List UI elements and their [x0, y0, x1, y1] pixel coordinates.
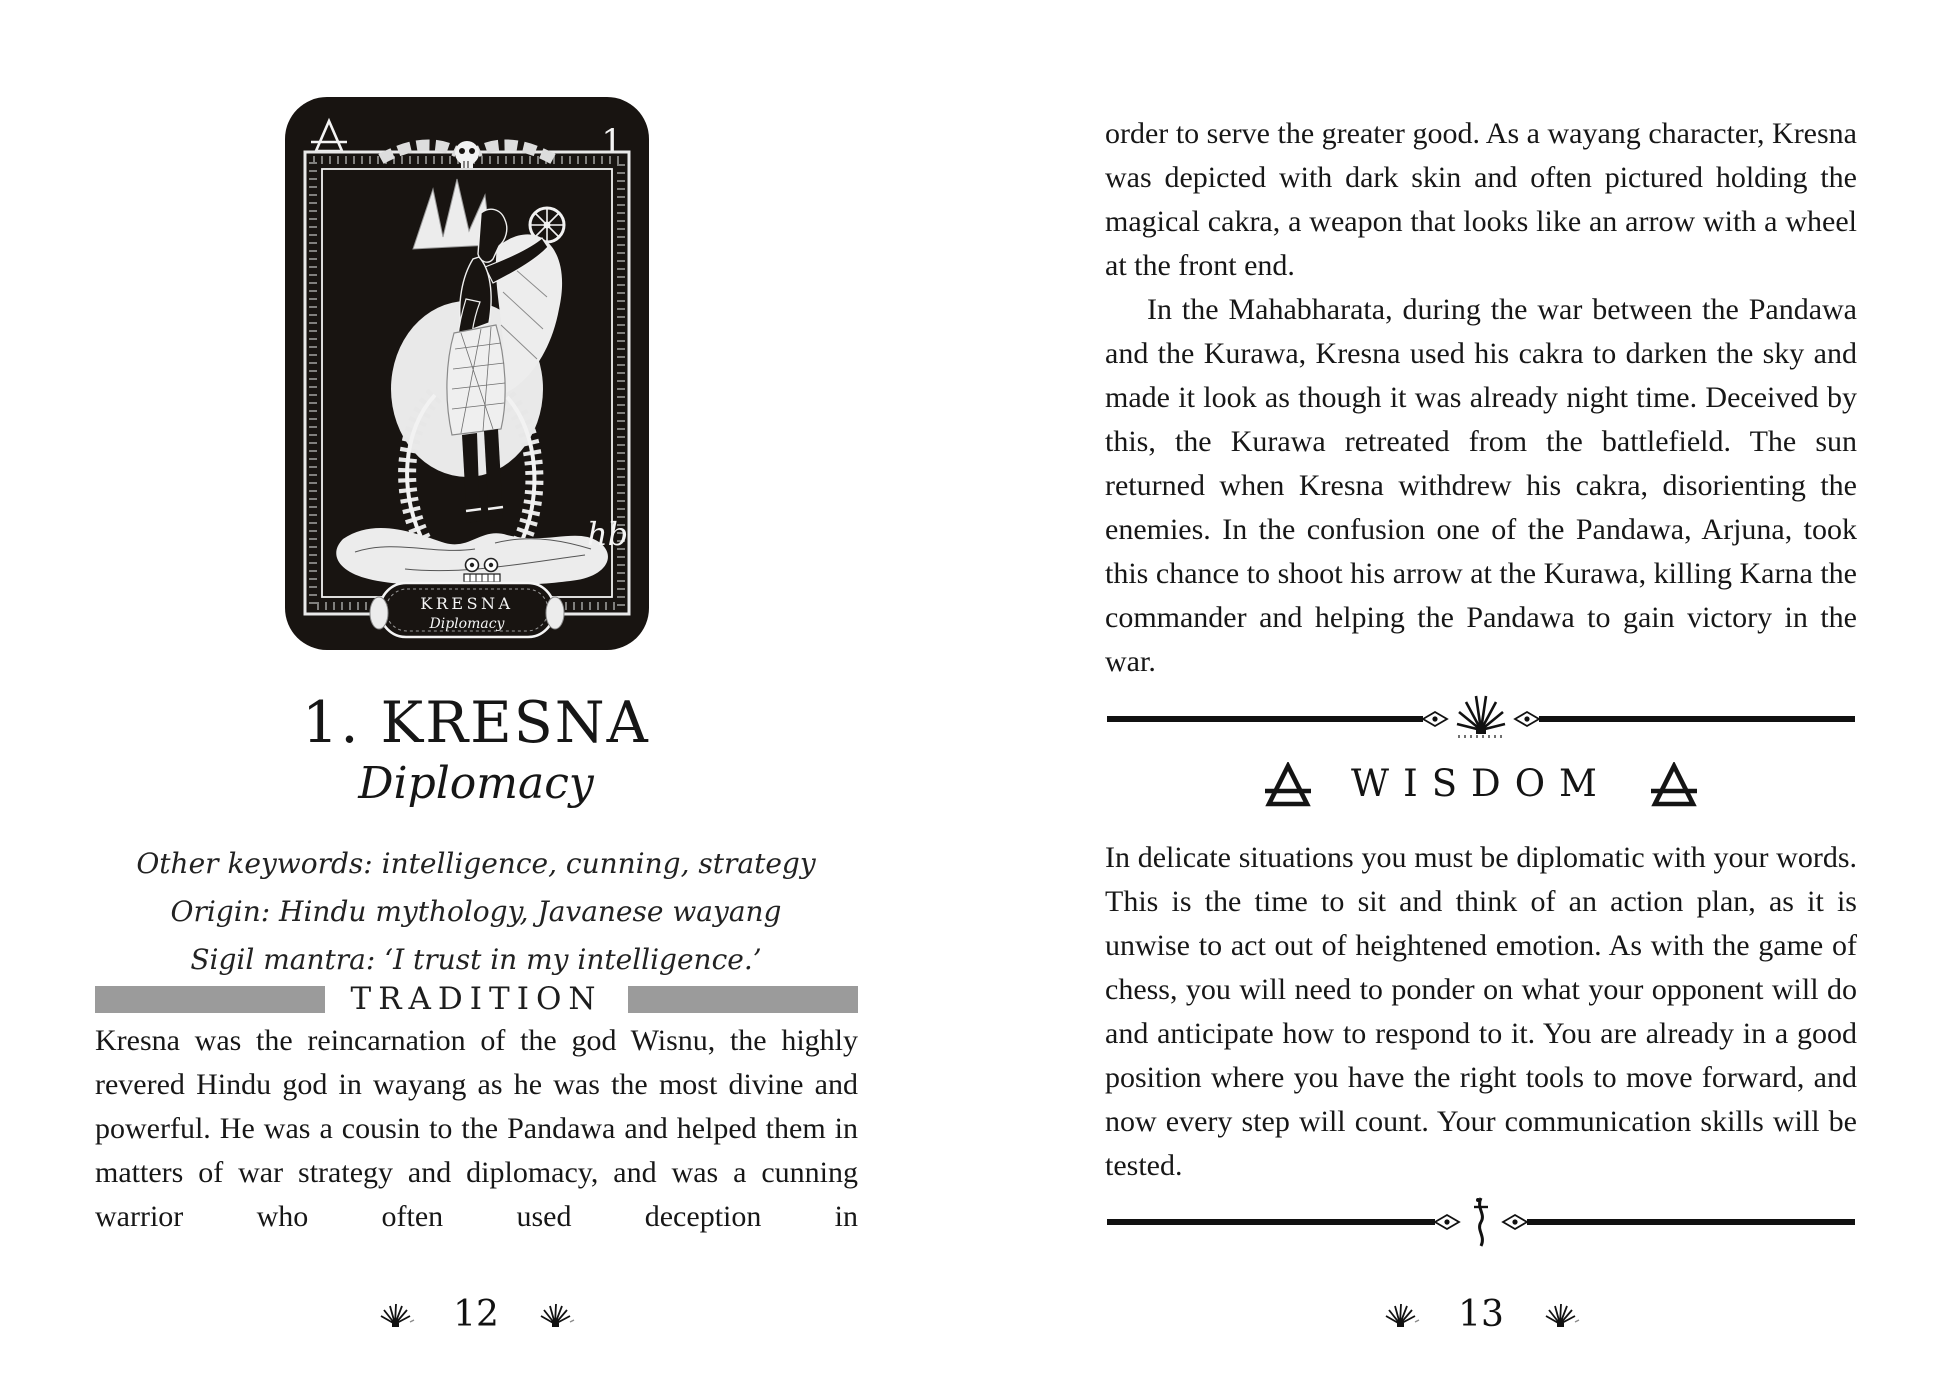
- chapter-title: 1. KRESNA: [302, 690, 650, 756]
- card-name-label: KRESNA: [420, 594, 514, 613]
- chapter-subtitle: Diplomacy: [358, 758, 594, 809]
- section-divider: [1105, 1194, 1857, 1250]
- card-illustration: [285, 97, 649, 650]
- shell-ornament-icon: [537, 1302, 575, 1328]
- sigil-mantra-line: Sigil mantra: ‘I trust in my intelligence.’: [190, 943, 762, 976]
- page-number: 12: [453, 1294, 499, 1335]
- left-page-footer: [95, 1294, 857, 1335]
- tarot-card: [285, 97, 649, 650]
- kris-divider-icon: [1105, 1194, 1857, 1250]
- section-divider: [1105, 692, 1857, 738]
- tradition-header-label: TRADITION: [350, 981, 603, 1017]
- wisdom-body-text: In delicate situations you must be diplomatic with your words. This is the time to sit and think of an action plan, as it is unwise to act out of heightened emotion. As with the game of chess, you will need to ponder on what your opponent will do and anticipate how to respond to it. You are already in a good position where you have the right tools to move forward, and now every step will count. Your communication skills will be tested.: [1105, 841, 1857, 1182]
- page-number: 13: [1458, 1294, 1504, 1335]
- wisdom-header-label: WISDOM: [1351, 761, 1611, 805]
- paragraph: order to serve the greater good. As a wayang character, Kresna was depicted with dark skin and often pictured holding the magical cakra, a weapon that looks like an arrow with a wheel at the front end.: [1105, 117, 1857, 282]
- tradition-body-text: Kresna was the reincarnation of the god Wisnu, the highly revered Hindu god in wayang as he was the most divine and powerful. He was a cousin to the Pandawa and helped them in matters of war strategy and diplomacy, and was a cunning warrior who often used deception in: [95, 1024, 858, 1233]
- right-page-footer: [1105, 1294, 1857, 1335]
- header-bar-right: [628, 986, 858, 1013]
- wisdom-header: [1105, 762, 1857, 808]
- paragraph: In the Mahabharata, during the war between the Pandawa and the Kurawa, Kresna used his cakra to darken the sky and made it look as though it was already night time. Deceived by this, the Kurawa retreated from the battlefield. The sun returned when Kresna withdrew his cakra, disorienting the enemies. In the confusion one of the Pandawa, Arjuna, took this chance to shoot his arrow at the Kurawa, killing Karna the commander and helping the Pandawa to gain victory in the war.: [1105, 293, 1857, 678]
- card-subtitle-label: Diplomacy: [429, 616, 505, 632]
- header-bar-left: [95, 986, 325, 1013]
- origin-line: Origin: Hindu mythology, Javanese wayang: [170, 895, 782, 928]
- air-symbol-icon: [1651, 762, 1697, 808]
- keywords-line: Other keywords: intelligence, cunning, strategy: [136, 847, 816, 880]
- card-name-plaque: [370, 583, 564, 637]
- shell-ornament-icon: [1542, 1302, 1580, 1328]
- fan-divider-icon: [1105, 692, 1857, 738]
- air-symbol-icon: [1265, 762, 1311, 808]
- card-number: 1: [601, 122, 623, 162]
- artist-signature: hb: [587, 515, 629, 553]
- tradition-continued-text: [1105, 112, 1857, 684]
- shell-ornament-icon: [1382, 1302, 1420, 1328]
- tradition-header: [95, 981, 858, 1017]
- keywords-block: [95, 840, 857, 984]
- shell-ornament-icon: [377, 1302, 415, 1328]
